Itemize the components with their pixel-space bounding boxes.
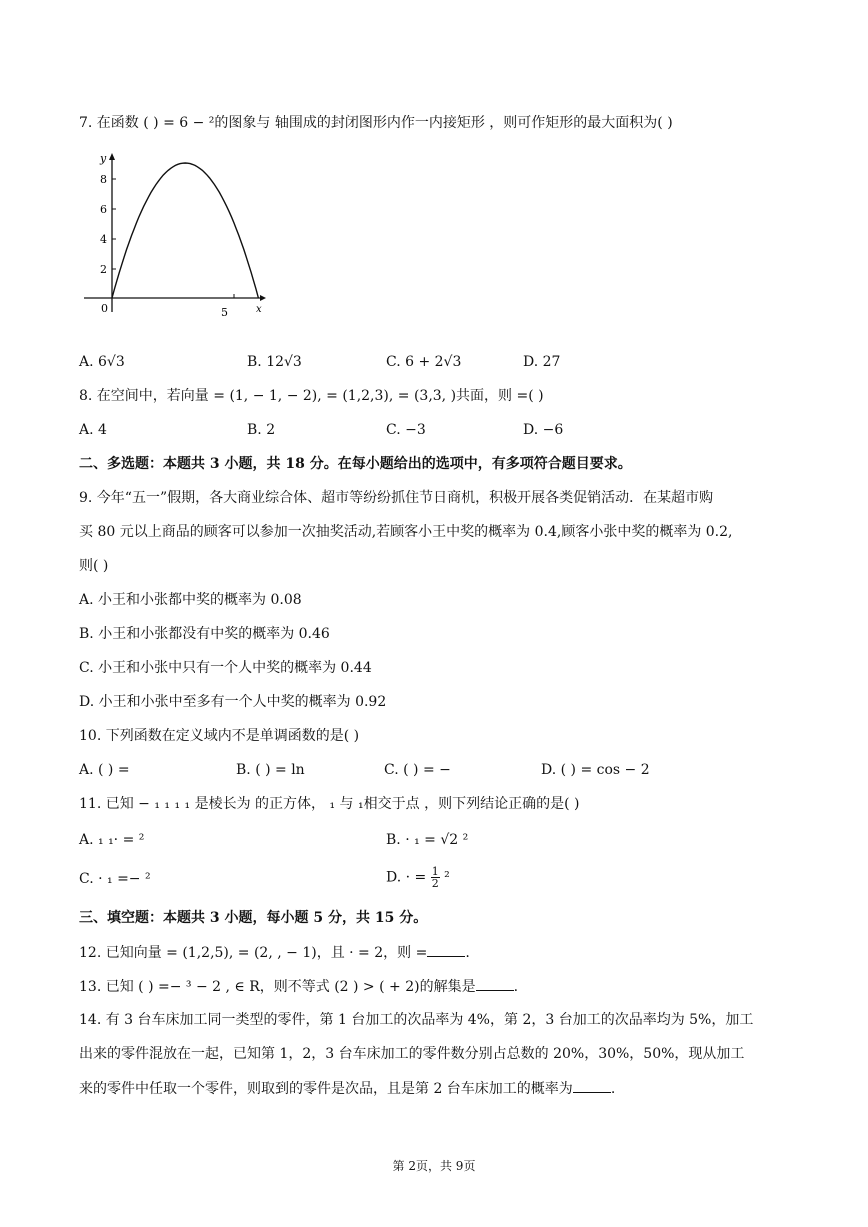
y-tick-6: 6 <box>100 203 107 216</box>
q10-option-a: A. ( ) = <box>79 762 130 778</box>
q14-line-1: 14. 有 3 台车床加工同一类型的零件，第 1 台加工的次品率为 4%，第 2，3 台加工的次品率均为 5%，加工 <box>79 1012 754 1028</box>
q11-option-d-prefix: D. · = <box>386 869 427 886</box>
q7-option-d: D. 27 <box>523 354 561 370</box>
y-axis-label: y <box>100 152 107 165</box>
q9-line-1: 9. 今年“五一”假期，各大商业综合体、超市等纷纷抓住节日商机，积极开展各类促销活动．在某超市购 <box>79 490 714 506</box>
q10-option-b: B. ( ) = ln <box>236 762 305 778</box>
q12-end: . <box>465 945 470 961</box>
q8-option-a: A. 4 <box>79 422 107 438</box>
q10-option-d: D. ( ) = cos − 2 <box>541 762 650 778</box>
answer-blank <box>476 976 514 991</box>
q8-option-d: D. −6 <box>523 422 564 438</box>
x-axis-arrow <box>260 295 266 301</box>
y-tick-2: 2 <box>100 263 107 276</box>
q9-line-3: 则( ) <box>79 558 109 574</box>
q9-line-2: 买 80 元以上商品的顾客可以参加一次抽奖活动,若顾客小王中奖的概率为 0.4,顾客小张中奖的概率为 0.2, <box>79 524 733 540</box>
q8-option-b: B. 2 <box>247 422 276 438</box>
q13-end: . <box>513 979 519 995</box>
q9-option-d: D. 小王和小张中至多有一个人中奖的概率为 0.92 <box>79 694 387 710</box>
q11-option-d <box>386 866 450 889</box>
section-3-title: 三、填空题：本题共 3 小题，每小题 5 分，共 15 分。 <box>79 910 428 926</box>
q9-option-a: A. 小王和小张都中奖的概率为 0.08 <box>79 592 302 608</box>
q11-option-c: C. · ₁ =− ² <box>79 871 151 887</box>
page-footer: 第 2页，共 9页 <box>392 1159 476 1173</box>
q14-end: . <box>610 1081 616 1097</box>
q11-option-a: A. ₁ ₁· = ² <box>79 832 145 848</box>
q8-stem: 8. 在空间中，若向量 = (1, − 1, − 2), = (1,2,3), = (3,3, )共面，则 =( ) <box>79 388 544 404</box>
q14-line-2: 出来的零件混放在一起，已知第 1，2，3 台车床加工的零件数分别占总数的 20%，30%，50%，现从加工 <box>79 1046 745 1062</box>
q9-option-b: B. 小王和小张都没有中奖的概率为 0.46 <box>79 626 330 642</box>
q10-option-c: C. ( ) = − <box>384 762 451 778</box>
q13-stem: 13. 已知 ( ) =− ³ − 2 , ∈ R，则不等式 (2 ) > ( + 2)的解集是 <box>79 979 476 995</box>
x-tick-5: 5 <box>221 306 228 319</box>
q7-option-a: A. 6√3 <box>79 354 125 370</box>
parabola-curve <box>112 163 258 298</box>
answer-blank <box>573 1078 611 1093</box>
q7-stem: 7. 在函数 ( ) = 6 − ²的图象与 轴围成的封闭图形内作一内接矩形 ，则可作矩形的最大面积为( ) <box>79 115 673 131</box>
origin-label: 0 <box>101 302 108 315</box>
q7-option-c: C. 6 + 2√3 <box>386 354 462 370</box>
q9-option-c: C. 小王和小张中只有一个人中奖的概率为 0.44 <box>79 660 372 676</box>
q11-option-d-suffix: ² <box>444 869 450 886</box>
q7-option-b: B. 12√3 <box>247 354 302 370</box>
q12-stem: 12. 已知向量 = (1,2,5), = (2, , − 1)，且 · = 2，则 = <box>79 945 428 961</box>
q10-stem: 10. 下列函数在定义域内不是单调函数的是( ) <box>79 728 360 744</box>
fraction-denominator: 2 <box>431 877 439 890</box>
fraction <box>431 866 440 889</box>
y-tick-4: 4 <box>100 233 107 246</box>
q13-line <box>79 976 518 997</box>
q14-line-3 <box>79 1078 615 1099</box>
q7-graph <box>78 152 268 322</box>
x-axis-label: x <box>256 304 262 315</box>
q11-option-b: B. · ₁ = √2 ² <box>386 832 469 848</box>
q11-stem: 11. 已知 − ₁ ₁ ₁ ₁ 是棱长为 的正方体， ₁ 与 ₁相交于点 ，则下列结论正确的是( ) <box>79 796 580 812</box>
q8-option-c: C. −3 <box>386 422 426 438</box>
section-2-title: 二、多选题：本题共 3 小题，共 18 分。在每小题给出的选项中，有多项符合题目要求。 <box>79 456 632 472</box>
answer-blank <box>427 942 465 957</box>
q12-line <box>79 942 470 963</box>
y-tick-8: 8 <box>100 173 107 186</box>
y-axis-arrow <box>109 153 115 160</box>
fraction-numerator: 1 <box>431 865 439 878</box>
q14-line-3-text: 来的零件中任取一个零件，则取到的零件是次品，且是第 2 台车床加工的概率为 <box>79 1081 573 1097</box>
